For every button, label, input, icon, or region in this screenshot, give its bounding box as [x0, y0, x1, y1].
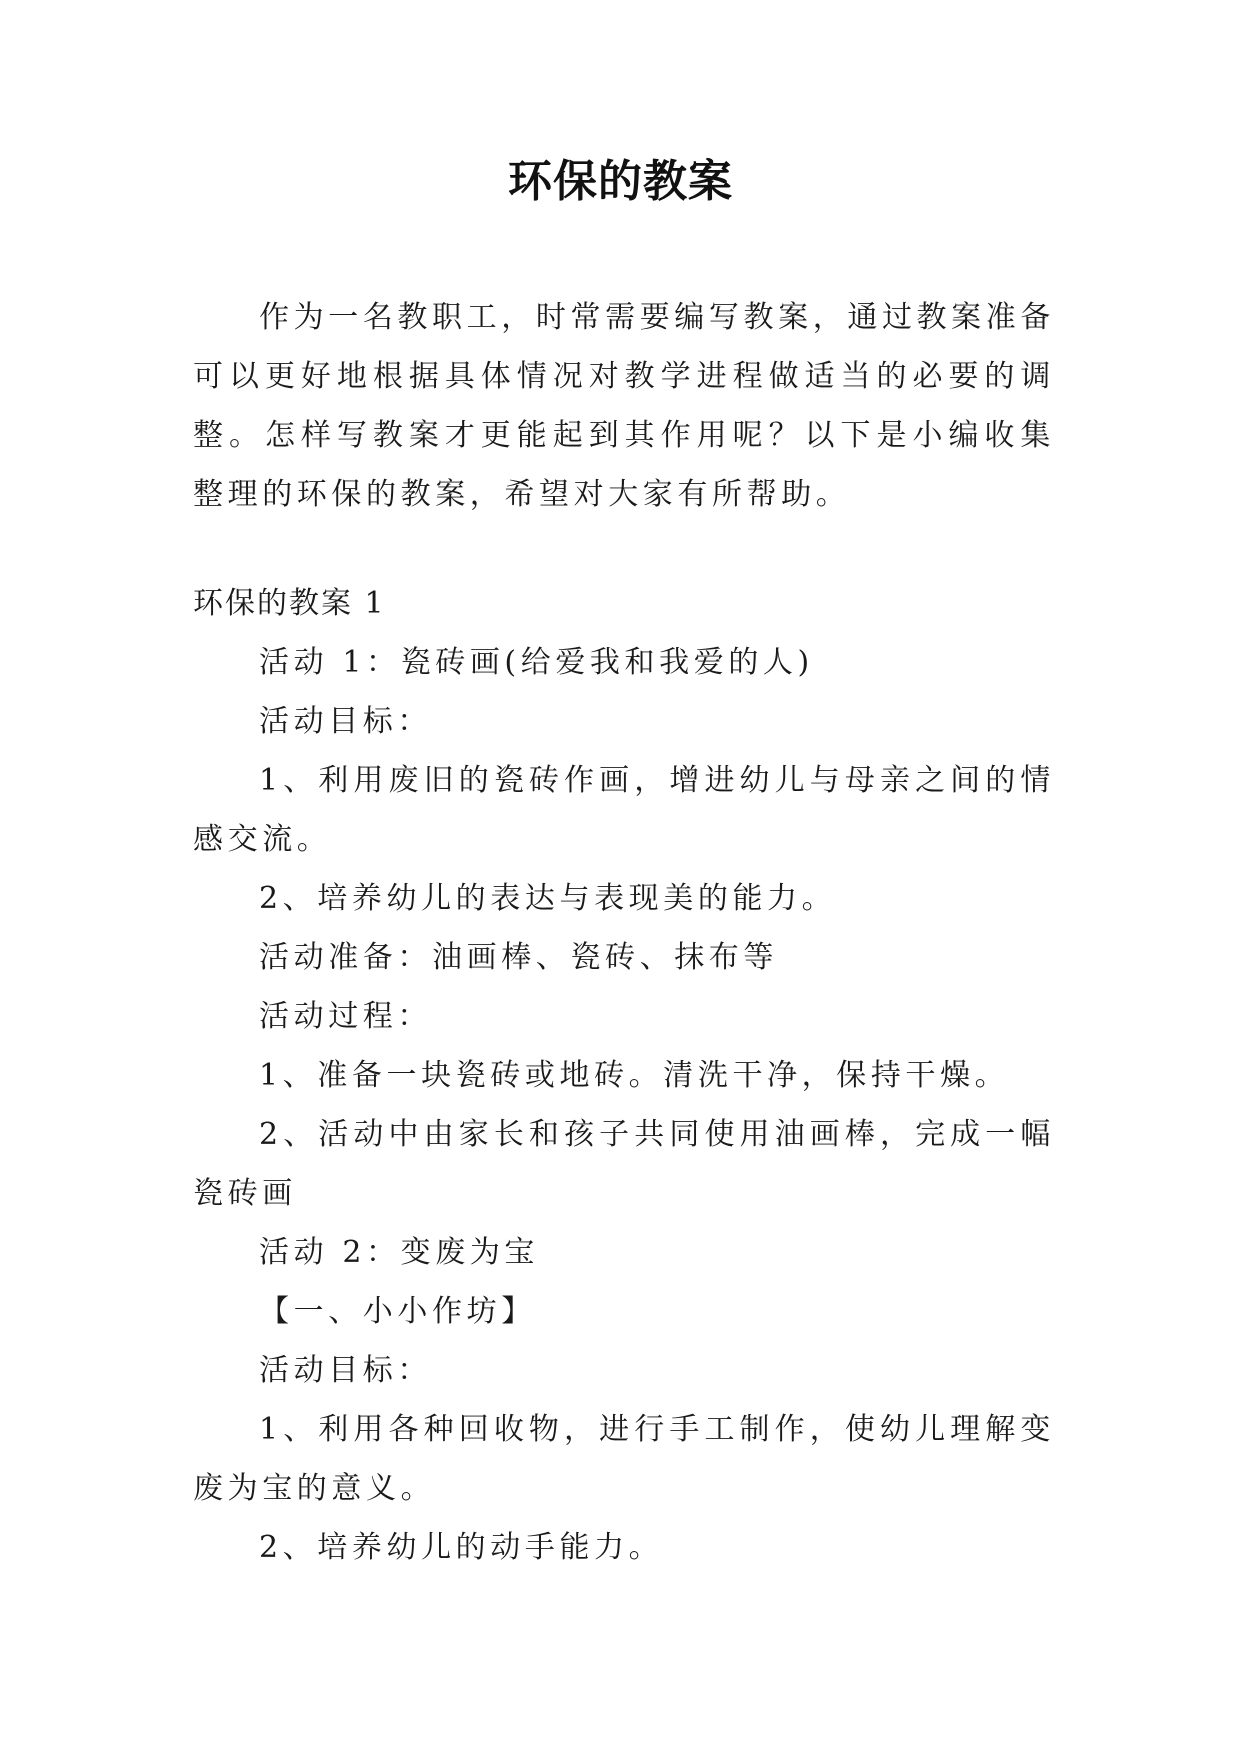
section-heading: 环保的教案 1 [193, 586, 386, 621]
body-paragraph: 1、利用废旧的瓷砖作画，增进幼儿与母亲之间的情感交流。 [193, 763, 1055, 857]
body-paragraph: 活动目标： [259, 1353, 432, 1388]
body-paragraph: 活动目标： [259, 704, 432, 739]
activity-heading: 活动 1：瓷砖画(给爱我和我爱的人) [259, 645, 814, 680]
subsection-heading: 【一、小小作坊】 [259, 1294, 536, 1329]
intro-paragraph: 作为一名教职工，时常需要编写教案，通过教案准备可以更好地根据具体情况对教学进程做适当的必要的调整。怎样写教案才更能起到其作用呢？以下是小编收集整理的环保的教案，希望对大家有所帮助。 [193, 300, 1055, 512]
body-paragraph: 2、培养幼儿的动手能力。 [259, 1530, 664, 1565]
body-paragraph: 1、准备一块瓷砖或地砖。清洗干净，保持干燥。 [259, 1058, 1010, 1093]
body-paragraph: 活动准备：油画棒、瓷砖、抹布等 [259, 940, 778, 975]
body-paragraph: 1、利用各种回收物，进行手工制作，使幼儿理解变废为宝的意义。 [193, 1412, 1055, 1506]
body-paragraph: 2、活动中由家长和孩子共同使用油画棒，完成一幅瓷砖画 [193, 1117, 1055, 1211]
body-paragraph: 活动过程： [259, 999, 432, 1034]
body-paragraph: 2、培养幼儿的表达与表现美的能力。 [259, 881, 837, 916]
activity-heading: 活动 2：变废为宝 [259, 1235, 540, 1270]
document-body [193, 574, 1055, 1577]
document-title: 环保的教案 [508, 156, 733, 207]
